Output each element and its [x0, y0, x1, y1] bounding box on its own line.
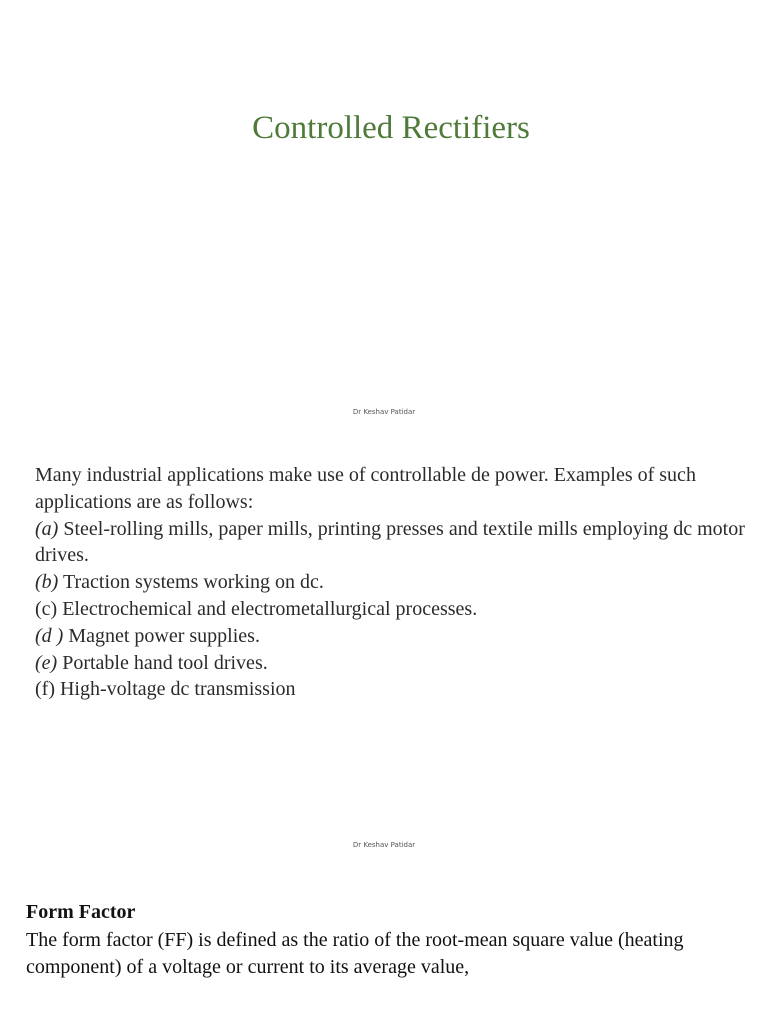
list-item: [35, 516, 755, 570]
list-item: [35, 623, 755, 650]
list-item-text: Traction systems working on dc.: [58, 571, 324, 594]
list-item: [35, 569, 755, 596]
list-item-text: Steel-rolling mills, paper mills, printing presses and textile mills employing dc motor drives.: [35, 517, 745, 567]
slide-footer-author: Dr Keshav Patidar: [352, 841, 416, 849]
list-item: [35, 676, 755, 703]
list-item-text: (f) High-voltage dc transmission: [35, 678, 296, 701]
list-item-text: Magnet power supplies.: [63, 624, 260, 647]
slide-title-heading: Controlled Rectifiers: [252, 110, 530, 146]
list-item-text: Portable hand tool drives.: [57, 651, 268, 674]
list-item: [35, 596, 755, 623]
slide-applications: [0, 432, 768, 862]
list-item: [35, 650, 755, 677]
applications-body: [35, 462, 755, 703]
list-item-tag: (a): [35, 517, 59, 540]
form-factor-definition: The form factor (FF) is defined as the ratio of the root-mean square value (heating component) of a voltage or current to its average value,: [26, 929, 684, 978]
list-item-tag: (e): [35, 651, 58, 674]
slide-form-factor: [0, 864, 768, 1024]
slide-footer-author: Dr Keshav Patidar: [352, 408, 416, 416]
list-item-tag: (b): [35, 571, 59, 594]
applications-intro: Many industrial applications make use of controllable de power. Examples of such applications are as follows:: [35, 464, 696, 513]
list-item-tag: (d ): [35, 624, 64, 647]
form-factor-heading: Form Factor: [26, 901, 136, 923]
slide-title: [0, 0, 768, 430]
list-item-text: (c) Electrochemical and electrometallurgical processes.: [35, 597, 478, 620]
